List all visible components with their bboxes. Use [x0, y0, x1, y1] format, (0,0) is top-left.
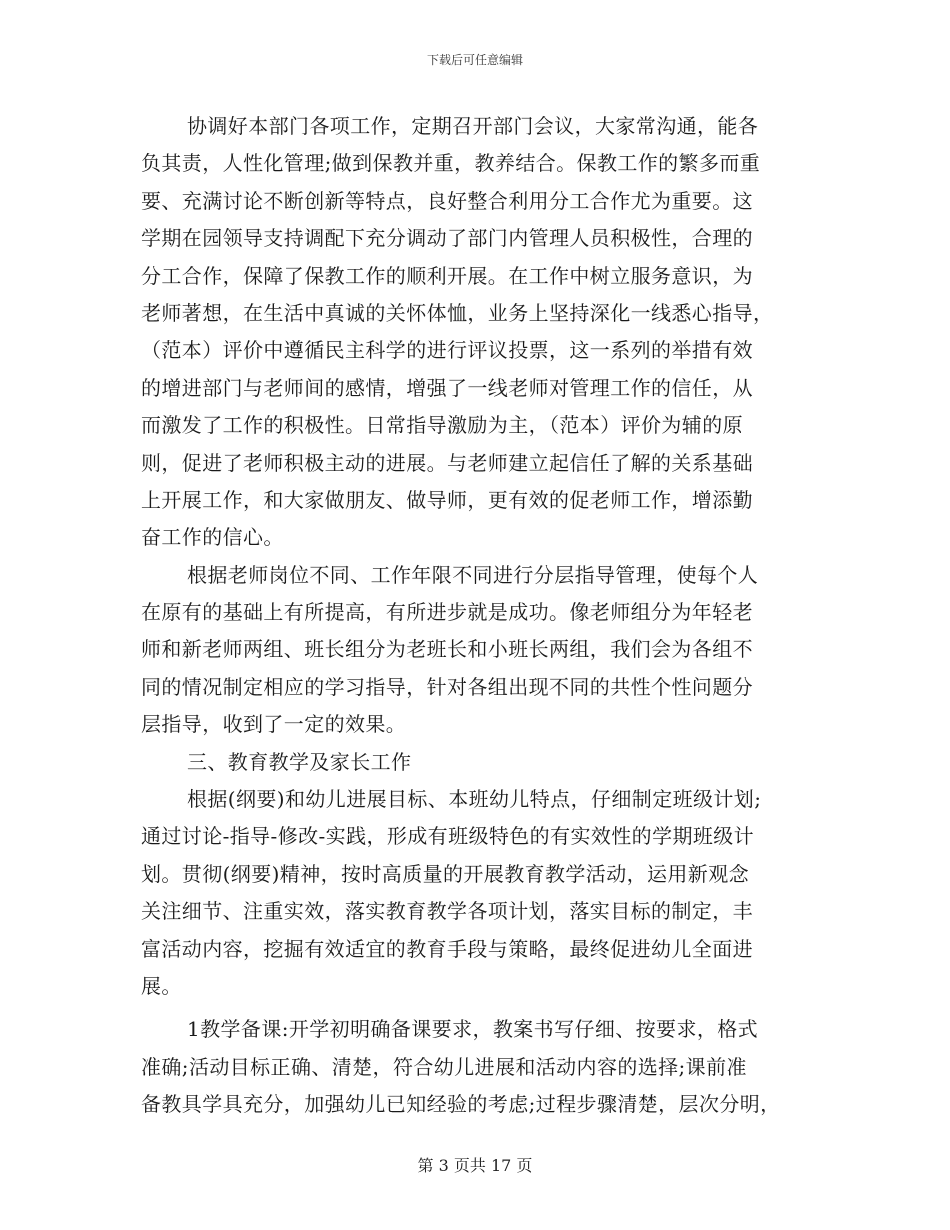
paragraph-line: 奋工作的信心。 [141, 525, 284, 550]
paragraph-line: 划。贯彻(纲要)精神，按时高质量的开展教育教学活动，运用新观念 [141, 861, 750, 886]
paragraph-line: 老师著想，在生活中真诚的关怀体恤，业务上坚持深化一线悉心指导， [141, 300, 774, 325]
paragraph-line: 准确;活动目标正确、清楚，符合幼儿进展和活动内容的选择;课前准 [141, 1054, 747, 1079]
paragraph-line: 要、充满讨论不断创新等特点，良好整合利用分工合作尤为重要。这 [141, 188, 753, 213]
paragraph-line: 根据(纲要)和幼儿进展目标、本班幼儿特点，仔细制定班级计划; [187, 787, 762, 812]
page-header-note: 下载后可任意编辑 [426, 53, 523, 67]
paragraph-line: 层指导，收到了一定的效果。 [141, 712, 407, 737]
page-number: 第 3 页共 17 页 [417, 1156, 533, 1175]
paragraph-line: 同的情况制定相应的学习指导，针对各组出现不同的共性个性问题分 [141, 674, 753, 699]
paragraph-line: （范本）评价中遵循民主科学的进行评议投票，这一系列的举措有效 [141, 338, 753, 363]
paragraph-line: 学期在园领导支持调配下充分调动了部门内管理人员积极性，合理的 [141, 226, 753, 251]
section-heading: 三、教育教学及家长工作 [187, 749, 412, 774]
paragraph-line: 协调好本部门各项工作，定期召开部门会议，大家常沟通，能各 [187, 114, 759, 138]
paragraph-line: 而激发了工作的积极性。日常指导激励为主，（范本）评价为辅的原 [141, 413, 743, 438]
paragraph-line: 的增进部门与老师间的感情，增强了一线老师对管理工作的信任，从 [141, 375, 753, 400]
paragraph-line: 备教具学具充分，加强幼儿已知经验的考虑;过程步骤清楚，层次分明， [141, 1092, 781, 1117]
paragraph-line: 根据老师岗位不同、工作年限不同进行分层指导管理，使每个人 [187, 562, 759, 587]
paragraph-line: 分工合作，保障了保教工作的顺利开展。在工作中树立服务意识，为 [141, 263, 753, 288]
paragraph-line: 师和新老师两组、班长组分为老班长和小班长两组，我们会为各组不 [141, 637, 753, 662]
paragraph-line: 关注细节、注重实效，落实教育教学各项计划，落实目标的制定，丰 [141, 899, 753, 924]
paragraph-line: 在原有的基础上有所提高，有所进步就是成功。像老师组分为年轻老 [141, 600, 753, 625]
paragraph-line: 富活动内容，挖掘有效适宜的教育手段与策略，最终促进幼儿全面进 [141, 936, 753, 961]
paragraph-line: 负其责，人性化管理;做到保教并重，教养结合。保教工作的繁多而重 [141, 151, 761, 176]
paragraph-line: 通过讨论-指导-修改-实践，形成有班级特色的有实效性的学期班级计 [141, 824, 755, 849]
paragraph-line: 1教学备课:开学初明确备课要求，教案书写仔细、按要求，格式 [187, 1017, 759, 1042]
paragraph-line: 则，促进了老师积极主动的进展。与老师建立起信任了解的关系基础 [141, 450, 753, 475]
paragraph-line: 展。 [141, 973, 182, 998]
paragraph-line: 上开展工作，和大家做朋友、做导师，更有效的促老师工作，增添勤 [141, 487, 753, 512]
document-body [141, 108, 821, 1124]
